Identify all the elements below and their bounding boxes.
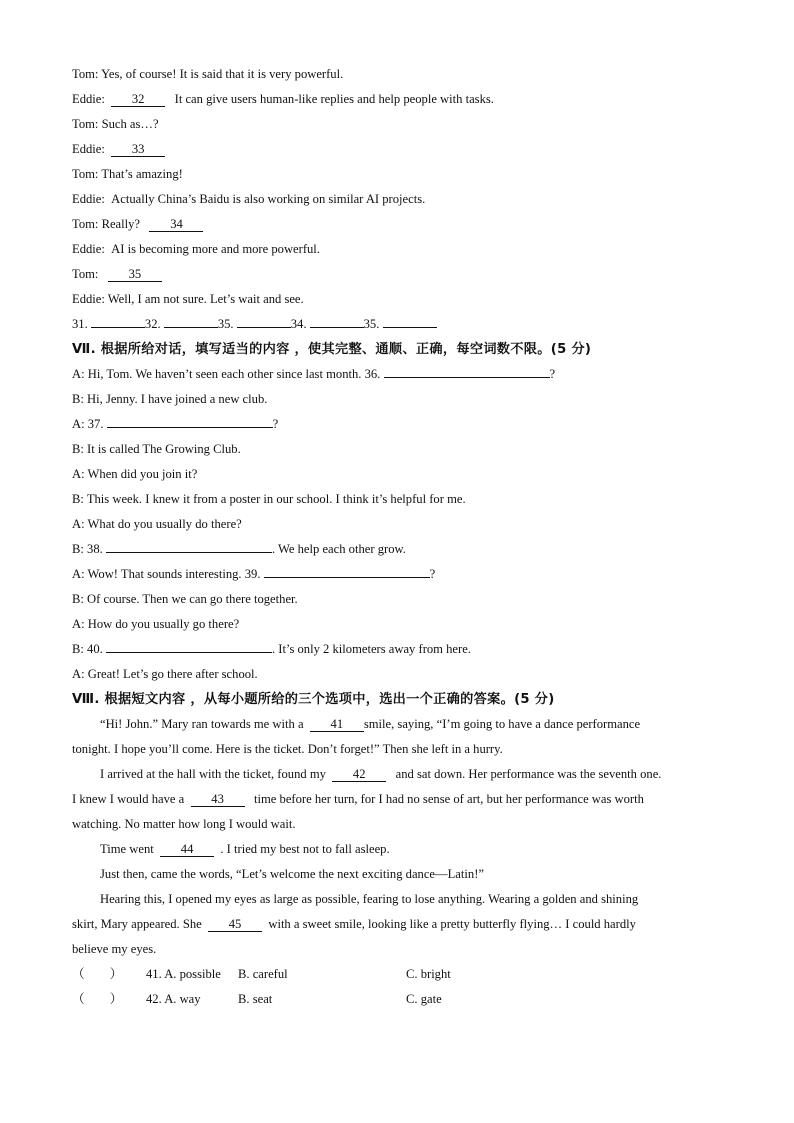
option-a[interactable]: 41. A. possible (146, 967, 221, 981)
answer-blank-39[interactable] (264, 563, 430, 578)
passage-line: tonight. I hope you’ll come. Here is the ticket. Don’t forget!” Then she left in a hurry. (72, 742, 503, 756)
answer-line: 31. 32. 35. 34. 35. (72, 312, 732, 337)
answer-blank-41[interactable]: 41 (310, 717, 364, 732)
dialogue-line: Eddie: AI is becoming more and more powerful. (72, 242, 320, 256)
option-a[interactable]: 42. A. way (146, 992, 201, 1006)
option-b[interactable]: B. seat (238, 992, 273, 1006)
dialogue-line: Eddie: 33 (72, 137, 732, 162)
answer-blank-44[interactable]: 44 (160, 842, 214, 857)
answer-blank-45[interactable]: 45 (208, 917, 262, 932)
dialogue-line: A: When did you join it? (72, 467, 198, 481)
answer-blank-36[interactable] (384, 363, 550, 378)
passage-line: I arrived at the hall with the ticket, found my 42 and sat down. Her performance was the seventh one. (100, 767, 662, 781)
passage-line: “Hi! John.” Mary ran towards me with a 41 smile, saying, “I’m going to have a dance performance (100, 717, 641, 731)
answer-blank[interactable] (383, 313, 437, 328)
option-b[interactable]: B. careful (238, 967, 288, 981)
dialogue-line: Tom: 35 (72, 262, 732, 287)
answer-blank-42[interactable]: 42 (332, 767, 386, 782)
passage-line: I knew I would have a 43 time before her turn, for I had no sense of art, but her performance was worth (72, 792, 644, 806)
option-c[interactable]: C. bright (406, 967, 451, 981)
answer-blank[interactable] (91, 313, 145, 328)
question-41 (72, 962, 732, 987)
dialogue-line: A: Hi, Tom. We haven’t seen each other since last month. 36. ? (72, 362, 732, 387)
dialogue-line: B: 40. . It’s only 2 kilometers away from here. (72, 637, 732, 662)
passage-line: Time went 44 . I tried my best not to fall asleep. (100, 842, 390, 856)
dialogue-line: B: Hi, Jenny. I have joined a new club. (72, 392, 268, 406)
dialogue-line: B: This week. I knew it from a poster in our school. I think it’s helpful for me. (72, 492, 466, 506)
dialogue-line: B: Of course. Then we can go there together. (72, 592, 298, 606)
dialogue-line: A: Wow! That sounds interesting. 39. ? (72, 562, 732, 587)
dialogue-line: A: Great! Let’s go there after school. (72, 667, 258, 681)
answer-blank[interactable] (310, 313, 364, 328)
passage-line: watching. No matter how long I would wait. (72, 817, 296, 831)
answer-blank-35[interactable]: 35 (108, 267, 162, 282)
answer-blank-40[interactable] (106, 638, 272, 653)
dialogue-line: A: How do you usually go there? (72, 617, 240, 631)
passage-line: believe my eyes. (72, 942, 157, 956)
dialogue-line: Eddie: Actually China’s Baidu is also working on similar AI projects. (72, 192, 426, 206)
dialogue-line: Eddie: Well, I am not sure. Let’s wait and see. (72, 292, 304, 306)
passage-line: Hearing this, I opened my eyes as large as possible, fearing to lose anything. Wearing a golden and shining (100, 892, 639, 906)
answer-blank-34[interactable]: 34 (149, 217, 203, 232)
document-page (72, 62, 732, 1012)
answer-blank-33[interactable]: 33 (111, 142, 165, 157)
dialogue-line: B: 38. . We help each other grow. (72, 537, 732, 562)
answer-blank[interactable] (237, 313, 291, 328)
dialogue-line: A: What do you usually do there? (72, 517, 242, 531)
dialogue-line: A: 37. ? (72, 412, 732, 437)
answer-blank-37[interactable] (107, 413, 273, 428)
section-7-title: Ⅶ. 根据所给对话，填写适当的内容 ，使其完整、通顺、正确，每空词数不限。(5 分) (72, 342, 592, 357)
answer-blank-32[interactable]: 32 (111, 92, 165, 107)
answer-paren[interactable]: （ ） (72, 967, 123, 981)
answer-blank[interactable] (164, 313, 218, 328)
dialogue-line: Eddie: 32 It can give users human-like replies and help people with tasks. (72, 92, 494, 106)
answer-blank-43[interactable]: 43 (191, 792, 245, 807)
section-8-title: Ⅷ. 根据短文内容 ，从每小题所给的三个选项中，选出一个正确的答案。(5 分) (72, 692, 555, 707)
passage-line: Just then, came the words, “Let’s welcome the next exciting dance—Latin!” (100, 867, 484, 881)
dialogue-line: Tom: Such as…? (72, 117, 159, 131)
dialogue-line: Tom: Really? 34 (72, 212, 732, 237)
dialogue-line: Tom: That’s amazing! (72, 167, 183, 181)
dialogue-line: B: It is called The Growing Club. (72, 442, 241, 456)
question-42 (72, 987, 732, 1012)
passage-line: skirt, Mary appeared. She 45 with a sweet smile, looking like a pretty butterfly flying… I could hardly (72, 917, 636, 931)
option-c[interactable]: C. gate (406, 992, 442, 1006)
answer-blank-38[interactable] (106, 538, 272, 553)
answer-paren[interactable]: （ ） (72, 992, 123, 1006)
dialogue-line: Tom: Yes, of course! It is said that it is very powerful. (72, 67, 344, 81)
